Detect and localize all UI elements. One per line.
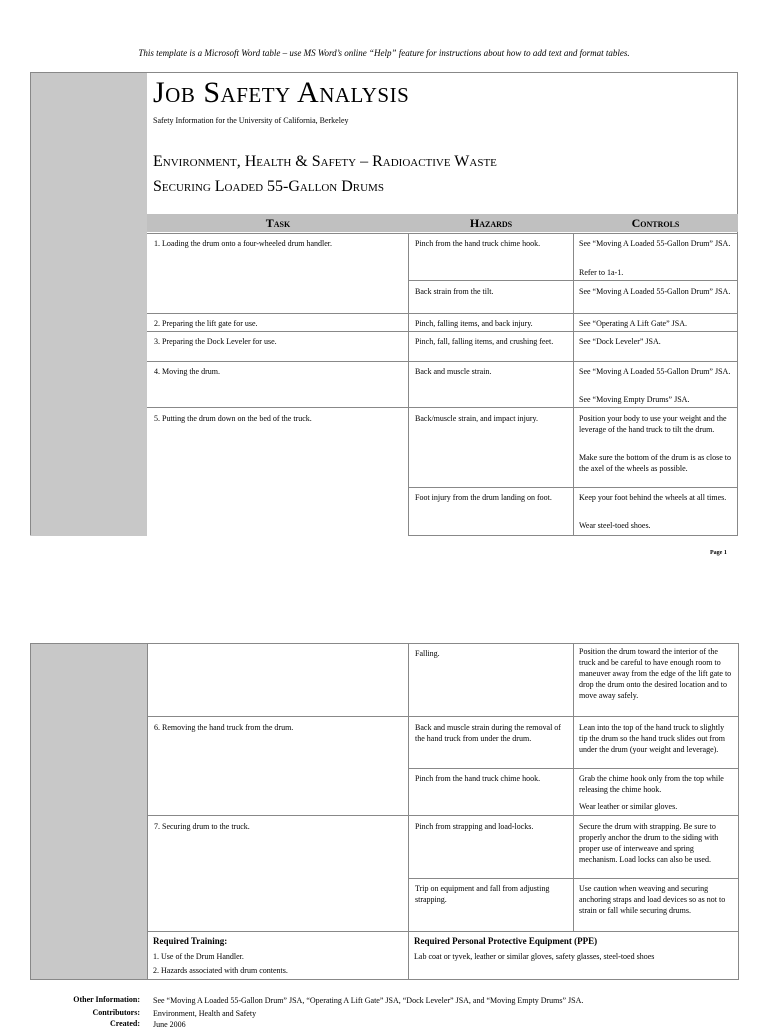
control-5b-1: Keep your foot behind the wheels at all times.: [579, 493, 727, 502]
hazard-6a: Back and muscle strain during the removal of the hand truck from under the drum.: [415, 723, 561, 743]
control-1b: See “Moving A Loaded 55-Gallon Drum” JSA.: [579, 287, 731, 296]
hazard-7b: Trip on equipment and fall from adjusting strapping.: [415, 884, 550, 904]
hazard-5a: Back/muscle strain, and impact injury.: [415, 414, 539, 423]
control-6b-2: Wear leather or similar gloves.: [579, 802, 678, 811]
page-number: Page 1: [710, 550, 727, 556]
document-title: Job Safety Analysis: [153, 76, 410, 109]
column-header-hazards: Hazards: [409, 214, 573, 232]
grid-line: [147, 815, 739, 816]
grid-line: [147, 407, 738, 408]
hazard-6b: Pinch from the hand truck chime hook.: [415, 774, 541, 783]
grid-line: [147, 643, 148, 980]
control-1a-1: See “Moving A Loaded 55-Gallon Drum” JSA.: [579, 239, 731, 248]
grid-line: [408, 233, 409, 536]
hazard-5c: Falling.: [415, 649, 440, 658]
grid-line: [147, 716, 739, 717]
control-5b-2: Wear steel-toed shoes.: [579, 521, 651, 530]
ppe-title: Required Personal Protective Equipment (PPE): [414, 936, 598, 946]
document-subtitle: Safety Information for the University of California, Berkeley: [153, 116, 349, 125]
hazard-1a: Pinch from the hand truck chime hook.: [415, 239, 541, 248]
template-note: This template is a Microsoft Word table – use MS Word’s online “Help” feature for instructions about how to add text and format tables.: [138, 48, 630, 58]
task-7: 7. Securing drum to the truck.: [154, 822, 250, 831]
control-6b-1: Grab the chime hook only from the top while releasing the chime hook.: [579, 774, 724, 794]
training-title: Required Training:: [153, 936, 228, 946]
control-2: See “Operating A Lift Gate” JSA.: [579, 319, 687, 328]
created-label: Created:: [109, 1019, 140, 1028]
contributors-text: Environment, Health and Safety: [153, 1009, 257, 1018]
control-6a: Lean into the top of the hand truck to slightly tip the drum so the hand truck slides out from under the drum (your weight and leverage).: [579, 723, 725, 754]
task-5: 5. Putting the drum down on the bed of the truck.: [154, 414, 312, 423]
column-header-controls: Controls: [573, 214, 738, 232]
control-5a-1: Position your body to use your weight and the leverage of the hand truck to tilt the drum.: [579, 414, 727, 434]
grid-line: [147, 931, 739, 932]
grid-line: [147, 361, 738, 362]
ppe-text: Lab coat or tyvek, leather or similar gloves, safety glasses, steel-toed shoes: [414, 952, 655, 961]
hazard-3: Pinch, fall, falling items, and crushing feet.: [415, 337, 554, 346]
grid-line: [409, 878, 739, 879]
training-item-1: 1. Use of the Drum Handler.: [153, 952, 244, 961]
task-2: 2. Preparing the lift gate for use.: [154, 319, 258, 328]
grid-line: [409, 487, 738, 488]
grid-line: [147, 313, 738, 314]
hazard-4: Back and muscle strain.: [415, 367, 492, 376]
grid-line: [409, 280, 738, 281]
department-heading: Environment, Health & Safety – Radioactive Waste: [153, 153, 497, 170]
grid-line: [408, 643, 409, 980]
grid-line: [409, 535, 738, 536]
other-info-label: Other Information:: [73, 995, 140, 1004]
task-3: 3. Preparing the Dock Leveler for use.: [154, 337, 277, 346]
control-4b: See “Moving Empty Drums” JSA.: [579, 395, 690, 404]
other-info-text: See “Moving A Loaded 55-Gallon Drum” JSA, “Operating A Lift Gate” JSA, “Dock Leveler” JSA, and “Moving Empty Drums” JSA.: [153, 996, 584, 1005]
hazard-7a: Pinch from strapping and load-locks.: [415, 822, 534, 831]
created-text: June 2006: [153, 1020, 186, 1029]
task-6: 6. Removing the hand truck from the drum.: [154, 723, 294, 732]
job-heading: Securing Loaded 55-Gallon Drums: [153, 178, 384, 195]
contributors-label: Contributors:: [92, 1008, 140, 1017]
task-4: 4. Moving the drum.: [154, 367, 220, 376]
hazard-1b: Back strain from the tilt.: [415, 287, 494, 296]
grid-line: [147, 233, 738, 234]
control-7b: Use caution when weaving and securing anchoring straps and load devices so as not to strain or fall while securing drums.: [579, 884, 726, 915]
control-1a-2: Refer to 1a-1.: [579, 268, 624, 277]
column-header-task: Task: [147, 214, 409, 232]
control-5a-2: Make sure the bottom of the drum is as close to the axel of the wheels as possible.: [579, 453, 731, 473]
task-1: 1. Loading the drum onto a four-wheeled drum handler.: [154, 239, 333, 248]
grid-line: [573, 643, 574, 932]
grid-line: [573, 233, 574, 536]
control-7a: Secure the drum with strapping. Be sure to properly anchor the drum to the siding with proper use of interweave and spring mechanism. Load locks can also be used.: [579, 822, 719, 864]
hazard-2: Pinch, falling items, and back injury.: [415, 319, 533, 328]
hazard-5b: Foot injury from the drum landing on foot.: [415, 493, 552, 502]
control-5c: Position the drum toward the interior of the truck and be careful to have enough room to maneuver away from the edge of the lift gate to drop the drum onto the desired location and to move away safely.: [579, 647, 732, 700]
control-3: See “Dock Leveler” JSA.: [579, 337, 661, 346]
grid-line: [409, 768, 739, 769]
control-4a: See “Moving A Loaded 55-Gallon Drum” JSA.: [579, 367, 731, 376]
grid-line: [147, 331, 738, 332]
training-item-2: 2. Hazards associated with drum contents.: [153, 966, 288, 975]
